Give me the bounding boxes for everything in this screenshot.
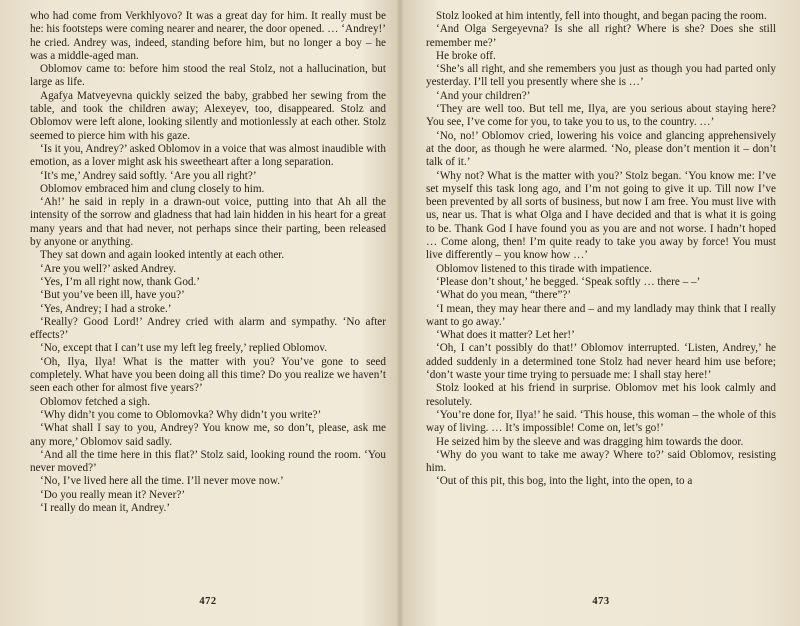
- paragraph: ‘Is it you, Andrey?’ asked Oblomov in a voice that was almost inaudible with emotion, as a lover might ask his sweetheart after a long separation.: [30, 142, 386, 169]
- paragraph: He seized him by the sleeve and was dragging him towards the door.: [436, 435, 744, 448]
- paragraph: Oblomov embraced him and clung closely to him.: [40, 182, 265, 195]
- paragraph: ‘Out of this pit, this bog, into the light, into the open, to a: [436, 475, 693, 488]
- paragraph: ‘No, except that I can’t use my left leg freely,’ replied Oblomov.: [40, 342, 328, 355]
- paragraph: ‘Oh, I can’t possibly do that!’ Oblomov interrupted. ‘Listen, Andrey,’ he added suddenly in a determined tone Stolz had never heard him use before; ‘don’t waste your time trying to persuade me: I shall stay here!’: [426, 342, 776, 382]
- paragraph: ‘What does it matter? Let her!’: [436, 329, 575, 342]
- paragraph: ‘Do you really mean it? Never?’: [40, 488, 186, 501]
- paragraph: He broke off.: [436, 49, 496, 62]
- paragraph: ‘But you’ve been ill, have you?’: [40, 289, 185, 302]
- paragraph: Agafya Matveyevna quickly seized the baby, grabbed her sewing from the table, and took the children away; Alexeyev, too, disappeared. Stolz and Oblomov were left alone, looking silently and motionlessly at each other. Stolz seemed to pierce him with his gaze.: [30, 89, 386, 142]
- paragraph: ‘Yes, I’m all right now, thank God.’: [40, 275, 201, 288]
- paragraph: ‘What shall I say to you, Andrey? You know me, so don’t, please, ask me any more,’ Oblomov said sadly.: [30, 422, 386, 448]
- paragraph: ‘Please don’t shout,’ he begged. ‘Speak softly … there – –’: [436, 275, 701, 288]
- paragraph: They sat down and again looked intently at each other.: [40, 249, 285, 262]
- paragraph: ‘She’s all right, and she remembers you just as though you had parted only yesterday. I’ll tell you presently where she is …’: [426, 63, 776, 89]
- paragraph: Stolz looked at his friend in surprise. Oblomov met his look calmly and resolutely.: [426, 382, 776, 408]
- paragraph: ‘You’re done for, Ilya!’ he said. ‘This house, this woman – the whole of this way of living. … It’s impossible! Come on, let’s go!’: [426, 408, 776, 435]
- paragraph: Oblomov listened to this tirade with impatience.: [436, 262, 652, 275]
- paragraph: ‘And all the time here in this flat?’ Stolz said, looking round the room. ‘You never moved?’: [30, 448, 386, 475]
- paragraph: ‘I mean, they may hear there and – and my landlady may think that I really want to go away.’: [426, 302, 776, 328]
- paragraph: ‘Yes, Andrey; I had a stroke.’: [40, 302, 172, 315]
- paragraph: ‘And Olga Sergeyevna? Is she all right? Where is she? Does she still remember me?’: [426, 23, 776, 49]
- paragraph: ‘Why not? What is the matter with you?’ Stolz began. ‘You know me: I’ve set myself this task long ago, and I’m not going to give it up. Till now I’ve been prevented by all sorts of business, but now I am free. You must live with us, near us. That is what Olga and I have decided and that is what it is going to be. Thank God I have found you as you are and not worse. I hadn’t hoped … Come along, then! I’m quite ready to take you away by force! You must live differently – you know how …’: [426, 169, 776, 262]
- paragraph: ‘Are you well?’ asked Andrey.: [40, 262, 177, 275]
- paragraph: ‘No, no!’ Oblomov cried, lowering his voice and glancing apprehensively at the door, as though he were alarmed. ‘No, please don’t mention it – don’t talk of it.’: [426, 129, 776, 169]
- paragraph: ‘Why do you want to take me away? Where to?’ said Oblomov, resisting him.: [426, 448, 776, 475]
- paragraph: who had come from Verkhlyovo? It was a great day for him. It really must be he: his footsteps were coming nearer and nearer, the door opened. … ‘Andrey!’ he cried. Andrey was, indeed, standing before him, but no longer a boy – he was a middle-aged man.: [30, 10, 386, 62]
- paragraph: ‘What do you mean, “there”?’: [436, 289, 572, 302]
- paragraph: ‘Ah!’ he said in reply in a drawn-out voice, putting into that Ah all the intensity of the sorrow and gladness that had lain hidden in his heart for a great many years and that had never, not perhaps since their parting, been released by anyone or anything.: [30, 196, 386, 249]
- paragraph: ‘They are well too. But tell me, Ilya, are you serious about staying here? You see, I’ve come for you, to take you to us, to the country. …’: [426, 103, 776, 129]
- left-page: [30, 10, 386, 622]
- paragraph: ‘I really do mean it, Andrey.’: [40, 501, 171, 514]
- paragraph: ‘Really? Good Lord!’ Andrey cried with alarm and sympathy. ‘No after effects?’: [30, 315, 386, 342]
- right-page: [426, 10, 776, 622]
- paragraph: Oblomov came to: before him stood the real Stolz, not a hallucination, but large as life.: [30, 63, 386, 89]
- page-number: 472: [199, 596, 217, 607]
- paragraph: ‘Oh, Ilya, Ilya! What is the matter with you? You’ve gone to seed completely. What have you been doing all this time? Do you realize we haven’t seen each other for almost five years?’: [30, 355, 386, 395]
- page-number: 473: [592, 596, 610, 607]
- paragraph: ‘And your children?’: [436, 89, 531, 102]
- paragraph: Oblomov fetched a sigh.: [40, 395, 150, 408]
- paragraph: ‘Why didn’t you come to Oblomovka? Why didn’t you write?’: [40, 408, 322, 421]
- paragraph: ‘It’s me,’ Andrey said softly. ‘Are you all right?’: [40, 169, 257, 182]
- paragraph: ‘No, I’ve lived here all the time. I’ll never move now.’: [40, 475, 284, 488]
- paragraph: Stolz looked at him intently, fell into thought, and began pacing the room.: [436, 10, 767, 22]
